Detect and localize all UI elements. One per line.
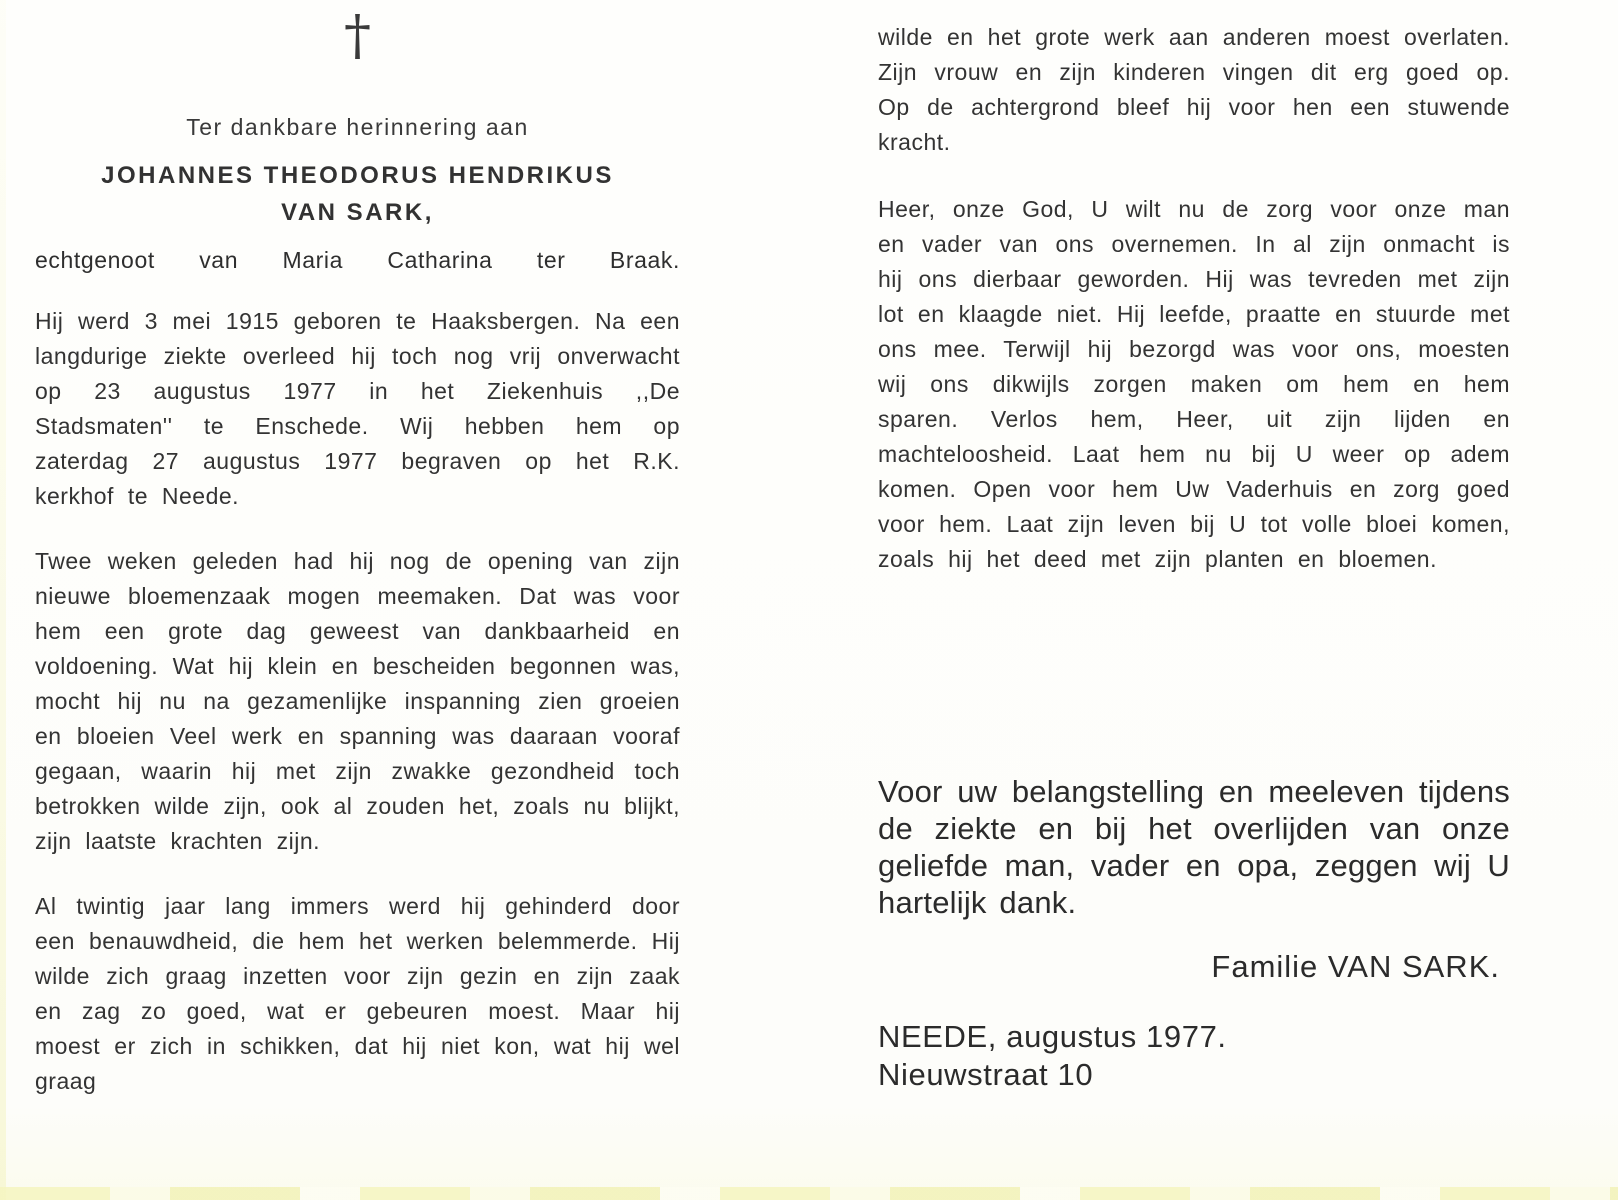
scan-edge-left bbox=[0, 0, 6, 1200]
deceased-name-line1: JOHANNES THEODORUS HENDRIKUS bbox=[101, 162, 614, 189]
address-line: Nieuwstraat 10 bbox=[878, 1057, 1094, 1092]
memorial-intro-line: Ter dankbare herinnering aan bbox=[186, 114, 529, 140]
family-signature: Familie VAN SARK. bbox=[1211, 949, 1500, 984]
spouse-line: echtgenoot van Maria Catharina ter Braak. bbox=[35, 247, 680, 273]
right-column bbox=[878, 20, 1510, 1093]
cross-icon: † bbox=[344, 4, 371, 67]
paragraph-illness: Al twintig jaar lang immers werd hij gehinderd door een benauwdheid, die hem het werken belemmerde. Hij wilde zich graag inzetten voor zijn gezin en zijn zaak en zag zo goed, wat er gebeuren moest. Maar hij moest er zich in schikken, dat hij niet kon, wat hij wel graag bbox=[35, 893, 680, 1094]
thanks-message: Voor uw belangstelling en meeleven tijdens de ziekte en bij het overlijden van onze geliefde man, vader en opa, zeggen wij U hartelijk dank. bbox=[878, 774, 1510, 920]
deceased-name-line2: VAN SARK, bbox=[281, 199, 434, 226]
paragraph-continuation: wilde en het grote werk aan anderen moest overlaten. Zijn vrouw en zijn kinderen vingen dit erg goed op. Op de achtergrond bleef hij voor hen een stuwende kracht. bbox=[878, 24, 1510, 155]
paragraph-prayer: Heer, onze God, U wilt nu de zorg voor onze man en vader van ons overnemen. In al zijn onmacht is hij ons dierbaar geworden. Hij was tevreden met zijn lot en klaagde niet. Hij leefde, praatte en stuurde met ons mee. Terwijl hij bezorgd was voor ons, moesten wij ons dikwijls zorgen maken om hem en hem sparen. Verlos hem, Heer, uit zijn lijden en machteloosheid. Laat hem nu bij U weer op adem komen. Open voor hem Uw Vaderhuis en zorg goed voor hem. Laat zijn leven bij U tot volle bloei komen, zoals hij het deed met zijn planten en bloemen. bbox=[878, 196, 1510, 572]
scan-edge-bottom bbox=[0, 1187, 1618, 1200]
place-date-line: NEEDE, augustus 1977. bbox=[878, 1019, 1227, 1054]
left-column bbox=[35, 0, 680, 1099]
paragraph-life-dates: Hij werd 3 mei 1915 geboren te Haaksbergen. Na een langdurige ziekte overleed hij toch nog vrij onverwacht op 23 augustus 1977 in het Ziekenhuis ,,De Stadsmaten'' te Enschede. Wij hebben hem op zaterdag 27 augustus 1977 begraven op het R.K. kerkhof te Neede. bbox=[35, 308, 680, 509]
paragraph-flower-shop: Twee weken geleden had hij nog de opening van zijn nieuwe bloemenzaak mogen meemaken. Dat was voor hem een grote dag geweest van dankbaarheid en voldoening. Wat hij klein en bescheiden begonnen was, mocht hij nu na gezamenlijke inspanning zien groeien en bloeien Veel werk en spanning was daaraan vooraf gegaan, waarin hij met zijn zwakke gezondheid toch betrokken wilde zijn, ook al zouden het, zoals nu blijkt, zijn laatste krachten zijn. bbox=[35, 548, 680, 854]
